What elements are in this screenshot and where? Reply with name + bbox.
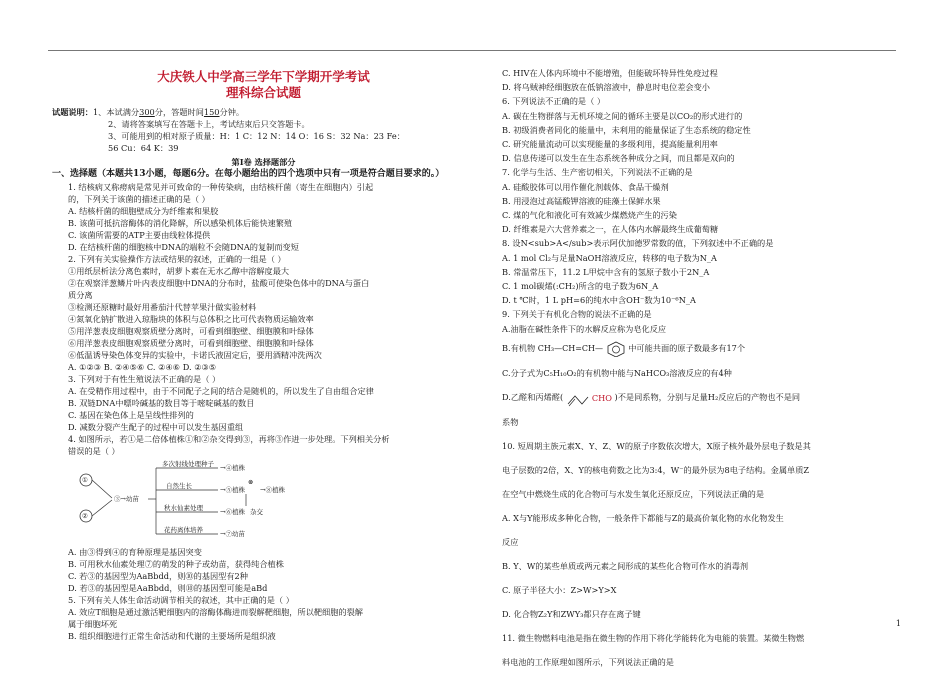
text-line: 反应 [502, 537, 519, 548]
text-line: 4. 如图所示，若①是二倍体植株①和②杂交得到③，再将③作进一步处理。下列相关分析 [68, 434, 390, 444]
left-question-block [52, 181, 475, 457]
text-line: 11. 微生物燃料电池是指在微生物的作用下将化学能转化为电能的装置。某微生物燃 [502, 633, 805, 644]
text-line: A. 效应T细胞是通过激活靶细胞内的溶酶体酶进而裂解靶细胞，所以靶细胞的裂解 [68, 607, 363, 617]
acrolein-structure: CHO [566, 386, 612, 410]
text-line: 8. 设N<sub>A</sub>表示阿伏加德罗常数的值，下列叙述中不正确的是 [502, 238, 774, 249]
cross-label: 杂交 [250, 508, 263, 516]
instruction-line-4: 56 Cu：64 K：39 [108, 143, 179, 153]
text-line: 质分离 [68, 290, 93, 300]
right-question-block [502, 66, 897, 336]
text-line: 电子层数的2倍，X、Y的核电荷数之比为3:4，W⁻的最外层为8电子结构。金属单质Z [502, 465, 810, 476]
text-line: 6. 下列说法不正确的是（ ） [502, 96, 606, 107]
text-line: D. t ℃时，1 L pH=6的纯水中含OH⁻数为10⁻⁶N_A [502, 295, 696, 306]
text-line: C. 煤的气化和液化可有效减少煤燃烧产生的污染 [502, 210, 677, 221]
text-line: 在空气中燃烧生成的化合物可与水发生氧化还原反应，下列说法正确的是 [502, 489, 765, 500]
text-line: 10. 短周期主族元素X、Y、Z、W的原子序数依次增大，X原子核外最外层电子数是其 [502, 441, 811, 452]
q9-option-b: B.有机物 CH₃—CH=CH— 中可能共面的原子数最多有17个 [502, 336, 897, 362]
styrene-structure: CH₃—CH=CH— [538, 336, 626, 361]
text-line: 9. 下列关于有机化合物的说法不正确的是 [502, 309, 652, 320]
plant-8: →⑧植株 [260, 486, 285, 494]
text-line: D. 化合物Z₂Y和ZWY₃都只存在离子键 [502, 609, 641, 620]
text-line: 料电池的工作原理如图所示，下列说法正确的是 [502, 657, 674, 668]
text-line: A. X与Y能形成多种化合物，一般条件下都能与Z的最高价氧化物的水化物发生 [502, 513, 784, 524]
text-line: C. 若③的基因型为AaBbdd，则⑩的基因型有2种 [68, 571, 248, 581]
page-number: 1 [895, 619, 901, 628]
plant-6: →⑥植株 [220, 508, 245, 516]
text-line: C. 该菌所需要的ATP主要由线粒体提供 [68, 230, 211, 240]
right-column [502, 66, 897, 674]
text-line: C. 研究能量流动可以实现能量的多级利用，提高能量利用率 [502, 139, 718, 150]
text-line: B. 初级消费者同化的能量中，未利用的能量保证了生态系统的稳定性 [502, 124, 751, 135]
node-2: ② [82, 512, 88, 520]
text-line: A. 结核杆菌的细胞壁成分为纤维素和果胶 [68, 206, 219, 216]
right-question-block-2 [502, 361, 897, 385]
left-column [52, 56, 475, 642]
text-line: 1. 结核病又称痨病是常见并可致命的一种传染病，由结核杆菌（寄生在细胞内）引起 [68, 182, 374, 192]
q9-option-d: D.乙醛和丙烯醛( CHO )不是同系物，分别与足量H₂反应后的产物也不是同 [502, 385, 897, 410]
text-line: D. 将乌贼神经细胞放在低钠溶液中，静息时电位差会变小 [502, 82, 710, 93]
text-line: B. 该菌可抵抗溶酶体的消化降解，所以感染机体后能快速繁殖 [68, 218, 293, 228]
text-line: 5. 下列有关人体生命活动调节相关的叙述，其中正确的是（ ） [68, 595, 294, 605]
text-line: A. 由③得到④的育种原理是基因突变 [68, 547, 202, 557]
left-question-block-2 [52, 546, 475, 642]
step-colchicine: 秋水仙素处理 [164, 504, 203, 512]
text-line: 属于细胞坏死 [68, 619, 118, 629]
text-line: 错误的是（ ） [68, 446, 120, 456]
plant-4: →④植株 [220, 464, 245, 472]
score-value: 300 [139, 107, 155, 117]
instruction-line-1: 试题说明：1、本试满分300分，答题时间150分钟。 [52, 107, 245, 117]
q9-option-d-tail: 系物 [502, 417, 519, 428]
text-line: 2. 下列有关实验操作方法或结果的叙述，正确的一组是（ ） [68, 254, 286, 264]
exam-title: 大庆铁人中学高三学年下学期开学考试 [157, 69, 370, 84]
acrolein-skeleton-icon [566, 391, 592, 407]
text-line: B. Y、W的某些单质或两元素之间形成的某些化合物可作水的消毒剂 [502, 561, 749, 572]
breeding-diagram [78, 460, 328, 544]
text-line: ③检测还原糖时最好用番茄汁代替苹果汁做实验材料 [68, 302, 257, 312]
right-question-block-3 [502, 434, 897, 674]
text-line: ①用纸层析法分离色素时，胡萝卜素在无水乙醇中溶解度最大 [68, 266, 290, 276]
step-natural: 自然生长 [166, 482, 192, 490]
step-anther: 花药离体培养 [164, 526, 203, 534]
part1-heading: 第Ⅰ卷 选择题部分 [231, 157, 296, 167]
text-line: D. 在结核杆菌的细胞核中DNA的端粒不会随DNA的复制而变短 [68, 242, 299, 252]
text-line: D. 若③的基因型是AaBbdd，则⑩的基因型可能是aBd [68, 583, 268, 593]
text-line: C. 原子半径大小：Z>W>Y>X [502, 585, 617, 596]
text-line: C. HIV在人体内环境中不能增殖，但能破坏特异性免疫过程 [502, 68, 718, 78]
section-heading: 一、选择题（本题共13小题，每题6分。在每小题给出的四个选项中只有一项是符合题目要求的。） [52, 169, 445, 179]
text-line: B. 可用秋水仙素处理⑦的萌发的种子或幼苗，获得纯合植株 [68, 559, 284, 569]
text-line: 3. 下列对于有性生殖说法不正确的是（ ） [68, 374, 221, 384]
text-line: ⑥低温诱导染色体变异的实验中，卡诺氏液固定后，要用酒精冲洗两次 [68, 350, 322, 360]
benzene-ring-icon [606, 341, 626, 357]
text-line: C.分子式为C₅H₁₀O₂的有机物中能与NaHCO₃溶液反应的有4种 [502, 368, 732, 379]
text-line: ⑤用洋葱表皮细胞观察质壁分离时，可看到细胞壁、细胞膜和叶绿体 [68, 326, 314, 336]
instruction-line-2: 2、请将答案填写在答题卡上，考试结束后只交答题卡。 [108, 119, 310, 129]
text-line: A. 硅酸胶体可以用作催化剂载体、食品干燥剂 [502, 181, 669, 192]
instruction-line-3: 3、可能用到的相对原子质量：H：1 C：12 N：14 O：16 S：32 Na：23 Fe： [108, 131, 405, 141]
text-line: B. 组织细胞进行正常生命活动和代谢的主要场所是组织液 [68, 631, 276, 641]
text-line: 的，下列关于该菌的描述正确的是（ ） [68, 194, 210, 204]
exam-subtitle: 理科综合试题 [225, 85, 301, 100]
header-rule [48, 50, 896, 51]
text-line: ②在观察洋葱鳞片叶内表皮细胞中DNA的分布时，盐酸可使染色体中的DNA与蛋白 [68, 278, 370, 288]
text-line: ⑥用洋葱表皮细胞观察质壁分离时，可看到细胞壁、细胞膜和叶绿体 [68, 338, 314, 348]
text-line: C. 1 mol碳烯(:CH₂)所含的电子数为6N_A [502, 281, 659, 292]
plant-5: →⑤植株 [220, 486, 245, 494]
text-line: 7. 化学与生活、生产密切相关，下列说法不正确的是 [502, 167, 693, 178]
text-line: B. 常温常压下，11.2 L甲烷中含有的氢原子数小于2N_A [502, 266, 710, 277]
node-1: ① [82, 476, 88, 484]
text-line: D. 减数分裂产生配子的过程中可以发生基因重组 [68, 422, 244, 432]
time-value: 150 [203, 107, 220, 117]
text-line: A. 1 mol Cl₂与足量NaOH溶液反应，转移的电子数为N_A [502, 252, 717, 263]
text-line: D. 信息传递可以发生在生态系统各种成分之间，而且都是双向的 [502, 153, 735, 164]
step-ray: 多次射线处理种子 [162, 460, 214, 468]
node-3: ③→幼苗 [114, 495, 139, 503]
text-line: A. 在受精作用过程中，由于不同配子之间的结合是随机的，所以发生了自由组合定律 [68, 386, 374, 396]
text-line: ④氮氧化钠扩散进入琼脂块的体积与总体积之比可代表物质运输效率 [68, 314, 314, 324]
text-line: B. 用浸泡过高锰酸钾溶液的硅藻土保鲜水果 [502, 195, 661, 206]
text-line: A.油脂在碱性条件下的水解反应称为皂化反应 [502, 323, 667, 334]
text-line: D. 纤维素是六大营养素之一，在人体内水解最终生成葡萄糖 [502, 224, 719, 235]
selfing-icon: ⊗ [248, 478, 254, 486]
text-line: A. ①②③ B. ②④⑤⑥ C. ②④⑥ D. ②③⑤ [68, 362, 217, 372]
seedling-7: →⑦幼苗 [220, 530, 245, 538]
instructions-label: 试题说明： [52, 107, 93, 117]
text-line: B. 双链DNA中嘌呤碱基的数目等于嘧啶碱基的数目 [68, 398, 255, 408]
text-line: C. 基因在染色体上是呈线性排列的 [68, 410, 194, 420]
text-line: A. 碳在生物群落与无机环境之间的循环主要是以CO₂的形式进行的 [502, 110, 743, 121]
